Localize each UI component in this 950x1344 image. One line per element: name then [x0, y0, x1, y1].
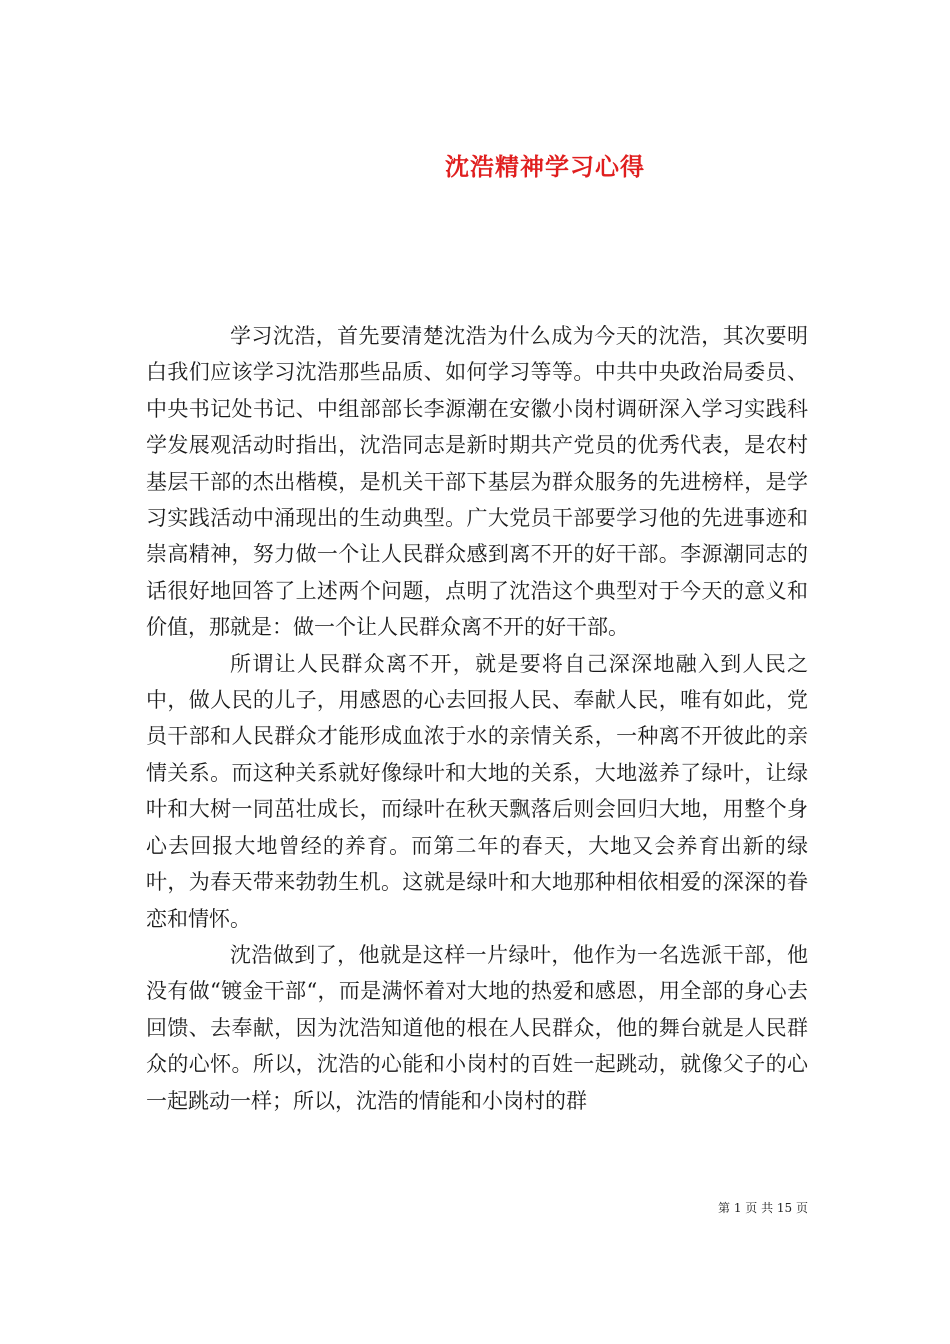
page-number-footer: 第 1 页 共 15 页: [718, 1201, 808, 1215]
document-body: [146, 318, 808, 1119]
paragraph-3: 沈浩做到了，他就是这样一片绿叶，他作为一名选派干部，他没有做“镀金干部“，而是满怀着对大地的热爱和感恩，用全部的身心去回馈、去奉献，因为沈浩知道他的根在人民群众，他的舞台就是人民群众的心怀。所以，沈浩的心能和小岗村的百姓一起跳动，就像父子的心一起跳动一样；所以，沈浩的情能和小岗村的群: [146, 942, 808, 1113]
paragraph-1: 学习沈浩，首先要清楚沈浩为什么成为今天的沈浩，其次要明白我们应该学习沈浩那些品质、如何学习等等。中共中央政治局委员、中央书记处书记、中组部部长李源潮在安徽小岗村调研深入学习实践科学发展观活动时指出，沈浩同志是新时期共产党员的优秀代表，是农村基层干部的杰出楷模，是机关干部下基层为群众服务的先进榜样，是学习实践活动中涌现出的生动典型。广大党员干部要学习他的先进事迹和崇高精神，努力做一个让人民群众感到离不开的好干部。李源潮同志的话很好地回答了上述两个问题，点明了沈浩这个典型对于今天的意义和价值，那就是：做一个让人民群众离不开的好干部。: [146, 324, 808, 640]
document-title: 沈浩精神学习心得: [445, 152, 645, 182]
paragraph-2: 所谓让人民群众离不开，就是要将自己深深地融入到人民之中，做人民的儿子，用感恩的心去回报人民、奉献人民，唯有如此，党员干部和人民群众才能形成血浓于水的亲情关系，一种离不开彼此的亲情关系。而这种关系就好像绿叶和大地的关系，大地滋养了绿叶，让绿叶和大树一同茁壮成长，而绿叶在秋天飘落后则会回归大地，用整个身心去回报大地曾经的养育。而第二年的春天，大地又会养育出新的绿叶，为春天带来勃勃生机。这就是绿叶和大地那种相依相爱的深深的眷恋和情怀。: [146, 651, 808, 931]
